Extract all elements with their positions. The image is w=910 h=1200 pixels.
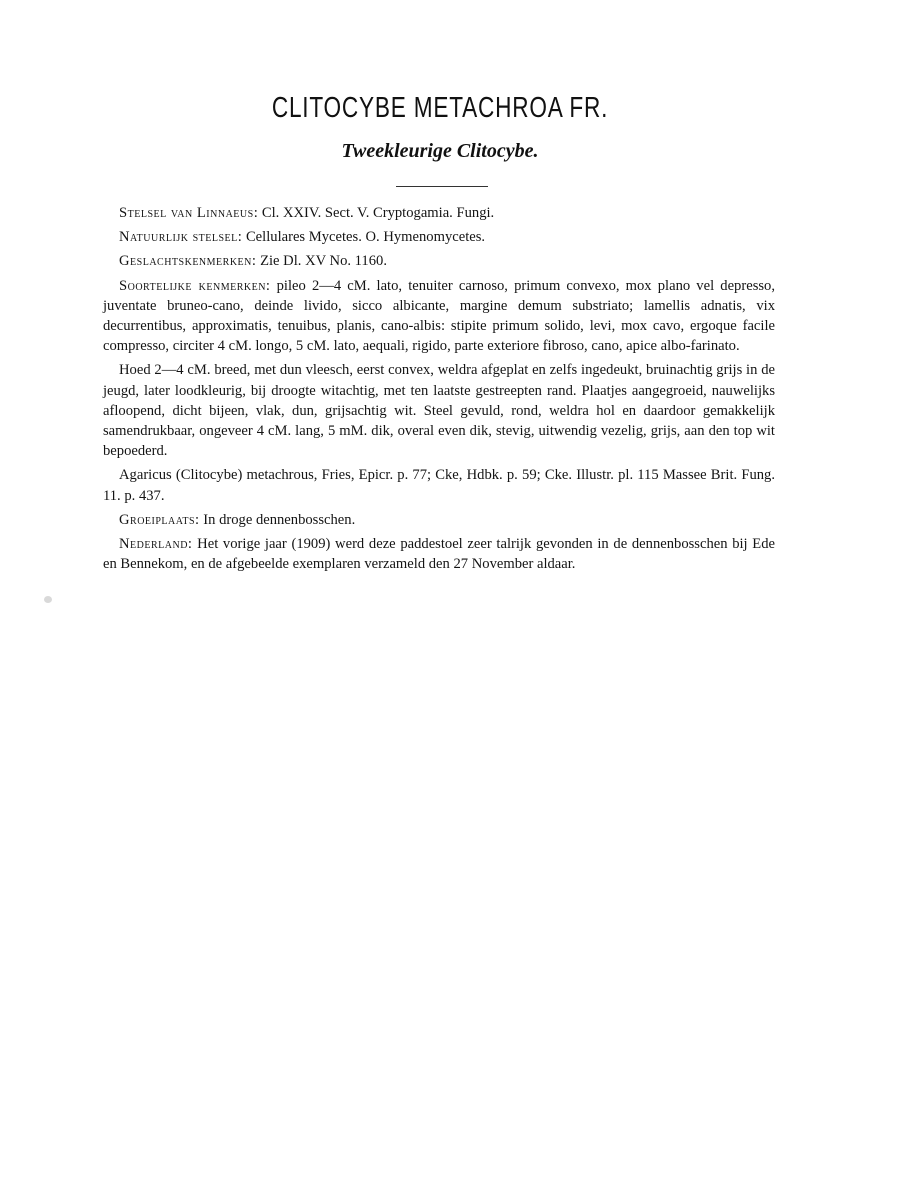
entry-label: Natuurlijk stelsel:: [119, 229, 243, 246]
paragraph-hoed: Hoed 2—4 cM. breed, met dun vleesch, eerst convex, weldra afgeplat en zelfs ingedeukt, bruinachtig grijs in de jeugd, later loodkleurig, bij droogte witachtig, met ten laatste gestreepten rand. Plaatjes aangegroeid, nauwelijks afloopend, dicht bijeen, vlak, dun, grijsachtig wit. Steel gevuld, rond, weldra hol en daardoor gemakkelijk samendrukbaar, ongeveer 4 cM. lang, 5 mM. dik, overal even dik, stevig, uitwendig vezelig, grijs, aan den top wit bepoederd.: [103, 362, 775, 460]
entry-text: In droge dennenbosschen.: [199, 511, 356, 528]
page-subtitle: Tweekleurige Clitocybe.: [341, 140, 539, 162]
entry-text: Cellulares Mycetes. O. Hymenomycetes.: [242, 229, 486, 246]
entry-label: Stelsel van Linnaeus:: [119, 205, 259, 221]
document-body: [103, 203, 775, 578]
entry-text: Cl. XXIV. Sect. V. Cryptogamia. Fungi.: [258, 205, 495, 221]
entry-nederland: [103, 534, 775, 574]
entry-label: Nederland:: [119, 536, 193, 553]
entry-linnaeus: [103, 203, 775, 223]
entry-label: Geslachtskenmerken:: [119, 253, 257, 270]
entry-text: Het vorige jaar (1909) werd deze paddestoel zeer talrijk gevonden in de dennenbosschen bij Ede en Bennekom, en de afgebeelde exemplaren verzameld den 27 November aldaar.: [103, 536, 775, 573]
entry-label: Groeiplaats:: [119, 511, 200, 528]
entry-label: Soortelijke kenmerken:: [119, 277, 271, 294]
page-title: CLITOCYBE METACHROA FR.: [271, 92, 609, 124]
entry-geslachtskenmerken: [103, 251, 775, 271]
paragraph-agaricus: Agaricus (Clitocybe) metachrous, Fries, Epicr. p. 77; Cke, Hdbk. p. 59; Cke. Illustr. pl. 115 Massee Brit. Fung. 11. p. 437.: [103, 467, 775, 504]
title-divider: [396, 186, 488, 187]
paper-smudge: [44, 596, 52, 603]
entry-groeiplaats: [103, 510, 775, 530]
entry-text: Zie Dl. XV No. 1160.: [256, 253, 387, 270]
entry-soortelijke-kenmerken: [103, 276, 775, 357]
entry-text: pileo 2—4 cM. lato, tenuiter carnoso, primum convexo, mox plano vel depresso, juventate bruneo-cano, deinde livido, sicco albicante, margine demum substriato; lamellis adnatis, vix decurrentibus, approximatis, tenuibus, planis, cano-albis: stipite primum solido, levi, mox cavo, ergoque facile compresso, circiter 4 cM. longo, 5 cM. lato, aequali, rigido, parte exteriore fibroso, cano, apice albo-farinato.: [103, 277, 775, 355]
entry-natuurlijk-stelsel: [103, 227, 775, 247]
